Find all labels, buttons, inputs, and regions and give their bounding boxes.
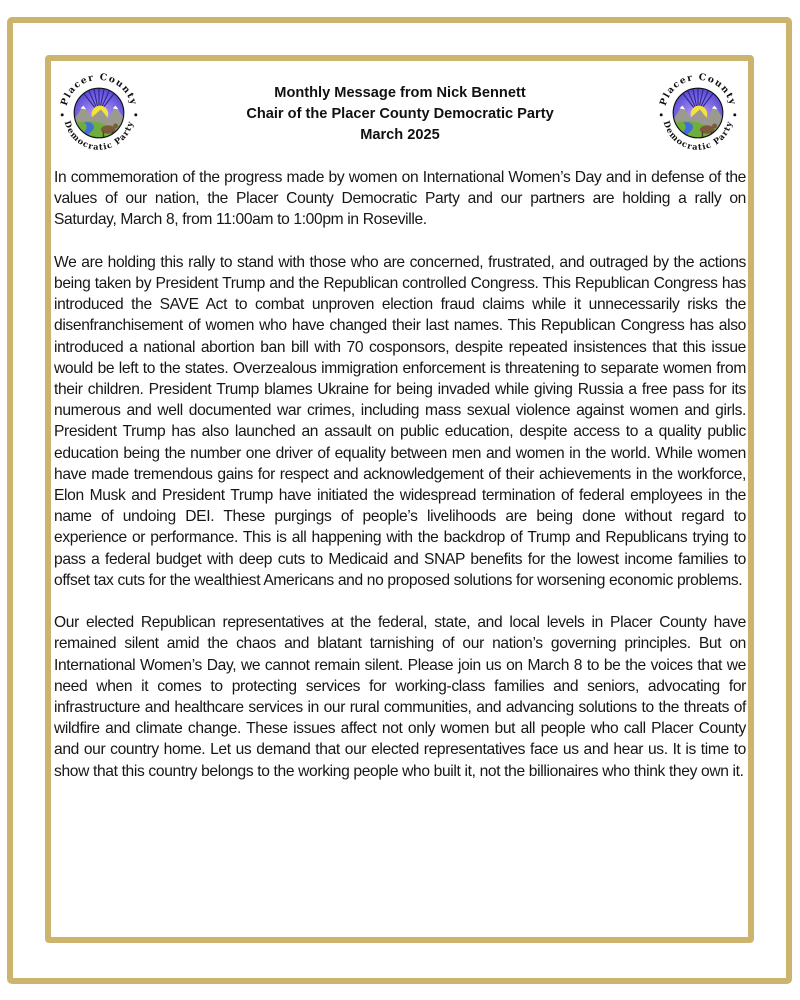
svg-text:Democratic Party: Democratic Party (661, 119, 735, 152)
svg-text:Placer County: Placer County (58, 71, 140, 108)
placer-county-democratic-party-logo-right-icon (652, 67, 744, 159)
paragraph-concerns: We are holding this rally to stand with those who are concerned, frustrated, and outraged by the actions being taken by President Trump and the Republican controlled Congress. This Republican Congress has introduced the SAVE Act to combat unproven election fraud claims while it unnecessarily risks the disenfranchisement of women who have changed their last names. This Republican Congress has also introduced a national abortion ban bill with 70 cosponsors, despite repeated insistences that this issue would be left to the states. Overzealous immigration enforcement is threatening to separate women from their children. President Trump blames Ukraine for being invaded while giving Russia a free pass for its numerous and well documented war crimes, including mass sexual violence against women and girls. President Trump has also launched an assault on public education, despite access to a quality public education being the number one driver of equality between men and women in the world. While women have made tremendous gains for respect and acknowledgement of their achievements in the workforce, Elon Musk and President Trump have initiated the widespread termination of federal employees in the name of undoing DEI. These purgings of people’s livelihoods are being done without regard to experience or performance. This is all happening with the backdrop of Trump and Republicans trying to pass a federal budget with deep cuts to Medicaid and SNAP benefits for the lowest income families to offset tax cuts for the wealthiest Americans and no proposed solutions for worsening economic problems. (54, 253, 746, 589)
svg-text:Placer County: Placer County (657, 71, 739, 108)
placer-county-democratic-party-logo-left-icon (53, 67, 145, 159)
message-header (150, 83, 650, 146)
message-body (54, 167, 746, 782)
paragraph-call-to-action: Our elected Republican representatives at the federal, state, and local levels in Placer County have remained silent amid the chaos and blatant tarnishing of our nation’s governing principles. But on International Women’s Day, we cannot remain silent. Please join us on March 8 to be the voices that we need when it comes to protecting services for working-class families and seniors, advocating for infrastructure and healthcare services in our rural communities, and advancing solutions to the threats of wildfire and climate change. These issues affect not only women but all people who call Placer County and our country home. Let us demand that our elected representatives face us and hear us. It is time to show that this country belongs to the working people who built it, not the billionaires who think they own it. (54, 614, 746, 780)
svg-text:Democratic Party: Democratic Party (62, 119, 136, 152)
paragraph-rally-announcement: In commemoration of the progress made by women on International Women’s Day and in defense of the values of our nation, the Placer County Democratic Party and our partners are holding a rally on Saturday, March 8, from 11:00am to 1:00pm in Roseville. (54, 169, 746, 229)
header-title: Monthly Message from Nick Bennett (274, 85, 526, 101)
header-subtitle: Chair of the Placer County Democratic Party (246, 106, 554, 122)
header-date: March 2025 (360, 127, 440, 143)
